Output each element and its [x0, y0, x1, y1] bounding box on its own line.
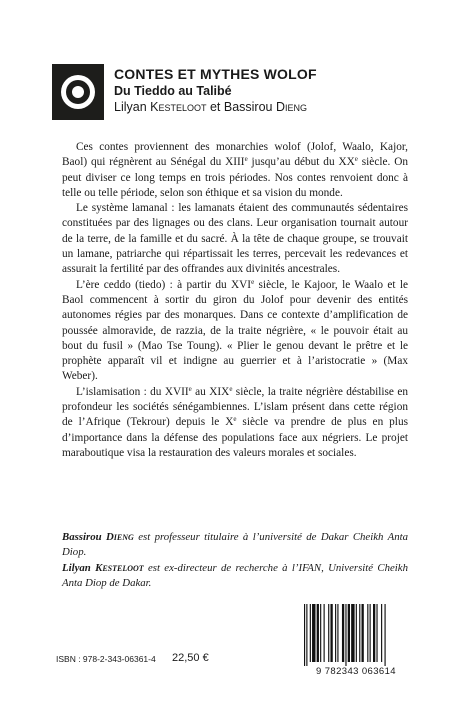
author1-surname: Kesteloot [150, 100, 207, 114]
book-subtitle: Du Tieddo au Talibé [114, 84, 232, 98]
barcode-bar [351, 604, 354, 662]
book-header [114, 66, 414, 115]
book-authors [114, 99, 414, 115]
barcode-bar [330, 604, 332, 662]
barcode-bar [376, 604, 377, 662]
barcode-bar [385, 604, 386, 666]
barcode-bar [359, 604, 360, 662]
authors-joiner: et Bassirou [206, 100, 276, 114]
barcode-icon [300, 604, 410, 666]
author-bio-dieng: Bassirou Dieng est professeur titulaire à l’université de Dakar Cheikh Anta Diop. [62, 531, 408, 558]
isbn-label: ISBN : 978-2-343-06361-4 [56, 654, 156, 664]
author-bio-kesteloot: Lilyan Kesteloot est ex-directeur de recherche à l’IFAN, Université Cheikh Anta Diop de Dakar. [62, 562, 408, 589]
paragraph-islamisation: L’islamisation : du XVIIe au XIXe siècle, la traite négrière déstabilise en profondeur les sociétés sénégambiennes. L’islam présent dans cette région de l’Afrique (Tekrour) depuis le Xe siècle va prendre de plus en plus d’importance dans la défense des populations face aux négriers. Le projet maraboutique visa la restauration des valeurs morales et sociales. [62, 384, 409, 459]
back-cover-blurb [62, 140, 408, 461]
barcode-bar [328, 604, 329, 662]
price-label: 22,50 € [172, 652, 209, 664]
barcode-bar [367, 604, 368, 662]
barcode-bar [342, 604, 344, 662]
barcode-bar [362, 604, 364, 662]
barcode-bar [356, 604, 357, 662]
barcode-bar [370, 604, 371, 662]
paragraph-lamanal: Le système lamanal : les lamanats étaient des communautés sédentaires constituées par des lignages ou des clans. Leur organisation tournait autour de la terre, de la famille et du sacré. À la tête de chaque groupe, se trouvait un lamane, patriarche qui répartissait les terres, percevait les redevances et assurait la fertilité par des offrandes aux divinités ancestrales. [62, 202, 408, 276]
authors-prefix: Lilyan [114, 100, 151, 114]
barcode-bar [381, 604, 382, 662]
barcode-bar [320, 604, 321, 662]
barcode-bar [312, 604, 315, 662]
barcode-bar [306, 604, 307, 666]
book-title: CONTES ET MYTHES WOLOF [114, 66, 317, 82]
barcode-bar [345, 604, 346, 666]
barcode-number: 9 782343 063614 [316, 666, 396, 677]
barcode-bar [335, 604, 336, 662]
barcode-bar [317, 604, 319, 662]
barcode-bar [373, 604, 375, 662]
barcode-bar [337, 604, 338, 662]
barcode-bar [304, 604, 305, 666]
author2-surname: Dieng [275, 100, 308, 114]
paragraph-ceddo: L’ère ceddo (tiedo) : à partir du XVIe siècle, le Kajoor, le Waalo et le Baol commencent à sortir du giron du Jolof pour devenir des entités autonomes régies par des monarques. Dans ce contexte d’amplification de poussée almoravide, de razzia, de la traite négrière, « le pouvoir était au bout du fusil » (Mao Tse Toung). « Plier le genou devant le prêtre et le prophète apparaît vil et indigne au guerrier et à l’aristocratie » (Max Weber). [62, 277, 408, 383]
barcode-bar [348, 604, 350, 662]
publisher-logo-icon [52, 64, 104, 120]
barcode-bar [324, 604, 325, 662]
barcode-bar [310, 604, 311, 662]
paragraph-intro: Ces contes proviennent des monarchies wolof (Jolof, Waalo, Kajor, Baol) qui régnèrent au Sénégal du XIIIe jusqu’au début du XXe siècle. On peut diviser ce long temps en trois périodes. Nos contes renvoient donc à telle ou telle période, selon son éthique et sa vision du monde. [62, 141, 408, 199]
